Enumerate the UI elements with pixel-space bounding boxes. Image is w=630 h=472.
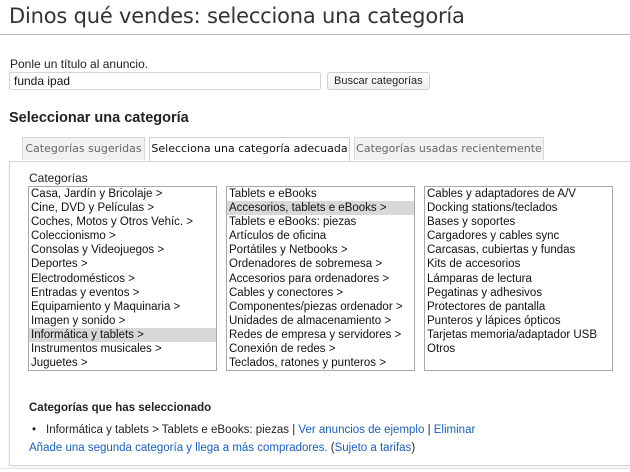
category-list-level-3[interactable] [424, 186, 613, 371]
ad-title-label: Ponle un título al anuncio. [10, 57, 149, 71]
selected-category-path: Informática y tablets > Tablets e eBooks: piezas [46, 424, 290, 436]
tab-recent-categories[interactable]: Categorías usadas recientemente [354, 137, 544, 160]
list-item[interactable]: Conexión de redes > [229, 343, 336, 356]
search-categories-button[interactable]: Buscar categorías [327, 72, 430, 90]
add-second-category-row [29, 442, 415, 454]
list-item[interactable]: Tablets e eBooks: piezas [229, 216, 357, 229]
page-title: Dinos qué vendes: selecciona una categoría [9, 4, 465, 28]
bottom-divider [0, 468, 630, 469]
remove-category-link[interactable]: Eliminar [433, 424, 476, 436]
list-item[interactable]: Punteros y lápices ópticos [427, 314, 561, 327]
list-item[interactable]: Tablets e eBooks [229, 188, 317, 200]
bullet-icon: • [32, 424, 37, 436]
list-item-selected[interactable]: Informática y tablets > [29, 328, 216, 342]
list-item[interactable]: Artículos de oficina [229, 230, 327, 243]
list-item[interactable]: Unidades de almacenamiento > [229, 314, 392, 327]
separator: | [289, 424, 299, 436]
list-item[interactable]: Teclados, ratones y punteros > [229, 357, 386, 370]
category-list-level-2[interactable] [226, 186, 415, 371]
list-item[interactable]: Coleccionismo > [31, 230, 116, 243]
list-item[interactable]: Tarjetas memoria/adaptador USB [427, 328, 598, 341]
list-item[interactable]: Redes de empresa y servidores > [229, 328, 402, 341]
list-item[interactable]: Coches, Motos y Otros Vehíc. > [31, 216, 194, 229]
list-item[interactable]: Entradas y eventos > [31, 286, 140, 299]
add-second-category-link[interactable]: Añade una segunda categoría y llega a más compradores. [29, 442, 328, 454]
list-item[interactable]: Instrumentos musicales > [31, 343, 162, 356]
list-item[interactable]: Accesorios para ordenadores > [229, 272, 390, 285]
list-item[interactable]: Cables y conectores > [229, 286, 344, 299]
list-item[interactable]: Pegatinas y adhesivos [427, 286, 543, 299]
list-item[interactable]: Cine, DVD y Películas > [31, 202, 155, 215]
ad-title-input[interactable] [9, 72, 321, 90]
list-item[interactable]: Docking stations/teclados [427, 202, 558, 215]
fees-link[interactable]: Sujeto a tarifas [334, 442, 412, 454]
title-divider [0, 34, 630, 35]
list-item[interactable]: Ordenadores de sobremesa > [229, 258, 383, 271]
selected-categories-heading: Categorías que has seleccionado [29, 402, 212, 414]
list-item[interactable]: Equipamiento y Maquinaria > [31, 300, 181, 313]
paren-open: ( [327, 442, 335, 454]
categories-label: Categorías [29, 171, 88, 185]
view-examples-link[interactable]: Ver anuncios de ejemplo [298, 424, 425, 436]
list-item[interactable]: Juguetes > [31, 357, 88, 370]
list-item[interactable]: Kits de accesorios [427, 258, 521, 271]
list-item[interactable]: Bases y soportes [427, 216, 516, 229]
list-item[interactable]: Portátiles y Netbooks > [229, 244, 348, 257]
paren-close: ) [411, 442, 416, 454]
list-item-selected[interactable]: Accesorios, tablets e eBooks > [227, 201, 414, 215]
list-item[interactable]: Componentes/piezas ordenador > [229, 300, 403, 313]
select-category-heading: Seleccionar una categoría [9, 110, 189, 126]
list-item[interactable]: Protectores de pantalla [427, 300, 546, 313]
list-item[interactable]: Cargadores y cables sync [427, 230, 560, 243]
list-item[interactable]: Cables y adaptadores de A/V [427, 188, 576, 200]
list-item[interactable]: Electrodomésticos > [31, 272, 135, 285]
separator: | [424, 424, 434, 436]
list-item[interactable]: Casa, Jardín y Bricolaje > [31, 188, 163, 200]
tab-suggested-categories[interactable]: Categorías sugeridas [22, 137, 145, 160]
tab-browse-categories[interactable]: Selecciona una categoría adecuada [149, 137, 350, 162]
list-item[interactable]: Consolas y Videojuegos > [31, 244, 165, 257]
list-item[interactable]: Otros [427, 343, 456, 356]
list-item[interactable]: Imagen y sonido > [31, 314, 126, 327]
list-item[interactable]: Lámparas de lectura [427, 272, 532, 285]
list-item[interactable]: Carcasas, cubiertas y fundas [427, 244, 576, 257]
list-item[interactable]: Deportes > [31, 258, 88, 271]
category-list-level-1[interactable] [28, 186, 217, 371]
selected-category-row [32, 424, 475, 436]
